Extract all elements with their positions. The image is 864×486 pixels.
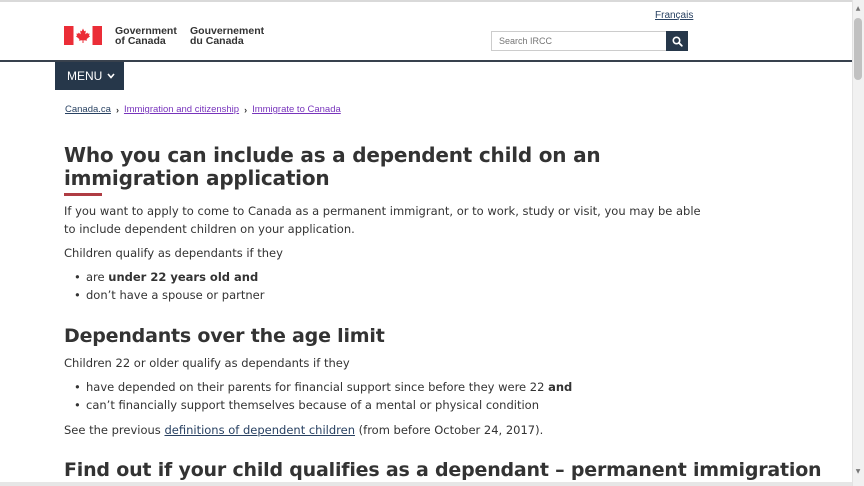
language-toggle-link[interactable]: Français: [655, 10, 694, 21]
chevron-down-icon: [107, 73, 115, 79]
section-heading-find-out: Find out if your child qualifies as a dependant – permanent immigration: [64, 459, 822, 481]
chevron-right-icon: ›: [244, 104, 248, 115]
fip-en-line1: Government: [115, 25, 177, 37]
site-header: [0, 2, 852, 61]
menu-button[interactable]: [55, 62, 124, 90]
breadcrumb-immigrate-to-canada[interactable]: Immigrate to Canada: [252, 104, 341, 115]
header-divider: [0, 60, 852, 62]
qualify-lead: Children qualify as dependants if they: [64, 246, 283, 260]
fip-english[interactable]: [115, 26, 177, 46]
scrollbar-thumb[interactable]: [854, 18, 862, 80]
list-item: • can’t financially support themselves because of a mental or physical condition: [64, 396, 572, 414]
section-heading-age-limit: Dependants over the age limit: [64, 325, 385, 347]
previous-definitions-link[interactable]: definitions of dependent children: [164, 423, 355, 437]
page-title: Who you can include as a dependent child on an immigration application: [64, 143, 601, 190]
fip-fr-line1: Gouvernement: [190, 25, 265, 37]
scroll-down-arrow-icon[interactable]: ▼: [855, 467, 861, 475]
search-icon: [672, 36, 683, 47]
menu-label: MENU: [67, 69, 103, 83]
age-limit-list: [64, 378, 572, 414]
fip-en-line2: of Canada: [115, 35, 166, 47]
list-item: • are under 22 years old and: [64, 268, 264, 286]
intro-paragraph: If you want to apply to come to Canada as a permanent immigrant, or to work, study or visit, you may be able to include dependent children on your application.: [64, 204, 701, 236]
breadcrumb-canada-ca[interactable]: Canada.ca: [65, 104, 111, 115]
fip-french[interactable]: [190, 26, 264, 46]
fip-fr-line2: du Canada: [190, 35, 244, 47]
title-underline: [64, 193, 102, 196]
breadcrumb: [65, 104, 341, 115]
breadcrumb-immigration-citizenship[interactable]: Immigration and citizenship: [123, 104, 240, 115]
previous-definitions-paragraph: See the previous definitions of dependent children (from before October 24, 2017).: [64, 423, 544, 437]
bottom-border: [0, 482, 852, 486]
scroll-up-arrow-icon[interactable]: ▲: [855, 4, 861, 12]
age-limit-lead: Children 22 or older qualify as dependants if they: [64, 356, 350, 370]
qualify-list: [64, 268, 264, 304]
list-item: • don’t have a spouse or partner: [64, 286, 264, 304]
chevron-right-icon: ›: [115, 104, 119, 115]
list-item: • have depended on their parents for financial support since before they were 22 and: [64, 378, 572, 396]
canada-flag-icon: [64, 26, 102, 45]
search-button[interactable]: [666, 31, 688, 51]
search-input[interactable]: [491, 31, 667, 51]
